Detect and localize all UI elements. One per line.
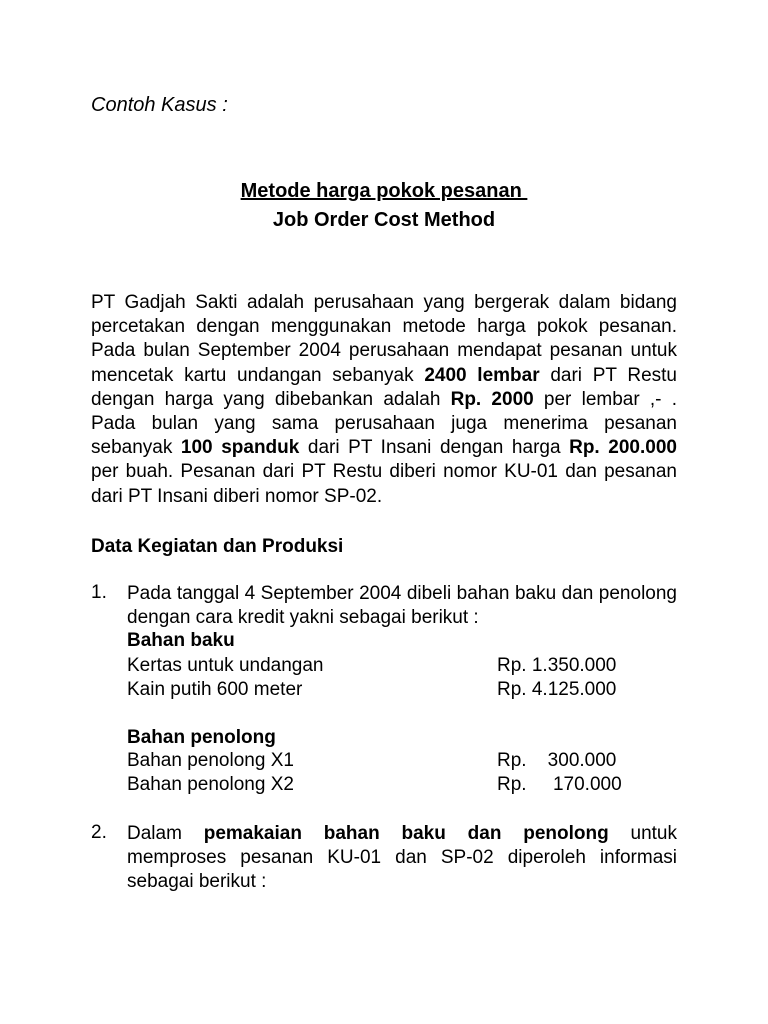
row-label: Kertas untuk undangan (127, 655, 324, 676)
intro-bold-quantity: 2400 lembar (424, 364, 540, 386)
intro-text-4: dari PT Insani dengan harga (299, 437, 570, 459)
item2-text-2: untuk memproses pesanan KU-01 dan SP-02 diperoleh informasi sebagai berikut : (127, 823, 678, 893)
list-item-number: 2. (91, 822, 107, 843)
title-indonesian: Metode harga pokok pesanan (240, 180, 528, 202)
intro-text-1: PT Gadjah Sakti adalah perusahaan yang bergerak dalam bidang percetakan dengan menggunakan metode harga pokok pesanan. Pada bulan September 2004 perusahaan mendapat pesanan untuk mencetak kartu undangan sebanyak (91, 292, 677, 386)
intro-bold-banners: 100 spanduk (180, 437, 300, 459)
row-amount: Rp. 4.125.000 (497, 679, 617, 700)
intro-text-5: per buah. Pesanan dari PT Restu diberi nomor KU-01 dan pesanan dari PT Insani diberi nomor SP-02. (91, 461, 677, 507)
row-amount: Rp. 1.350.000 (497, 655, 617, 676)
row-label: Bahan penolong X1 (127, 750, 294, 771)
intro-bold-price: Rp. 2000 (450, 388, 534, 410)
list-item-text: Pada tanggal 4 September 2004 dibeli bahan baku dan penolong dengan cara kredit yakni sebagai berikut : (127, 583, 677, 629)
list-item-text (127, 822, 677, 895)
row-label: Bahan penolong X2 (127, 774, 294, 795)
section-heading: Data Kegiatan dan Produksi (91, 536, 344, 557)
row-amount: Rp. 300.000 (497, 750, 617, 771)
intro-paragraph (91, 291, 677, 509)
row-amount: Rp. 170.000 (497, 774, 622, 795)
intro-bold-banner-price: Rp. 200.000 (569, 437, 677, 459)
intro-text-3: per lembar ,- . Pada bulan yang sama perusahaan juga menerima pesanan sebanyak (91, 388, 677, 459)
group-label-raw-materials: Bahan baku (127, 630, 235, 651)
list-item-number: 1. (91, 582, 107, 603)
group-label-supporting-materials: Bahan penolong (127, 727, 276, 748)
example-case-subtitle: Contoh Kasus : (91, 94, 228, 116)
document-title (91, 177, 677, 235)
item2-text-1: Dalam (127, 823, 204, 844)
row-label: Kain putih 600 meter (127, 679, 303, 700)
item2-bold: pemakaian bahan baku dan penolong (203, 823, 609, 844)
intro-text-2: dari PT Restu dengan harga yang dibebankan adalah (91, 364, 678, 410)
title-english: Job Order Cost Method (272, 209, 496, 231)
